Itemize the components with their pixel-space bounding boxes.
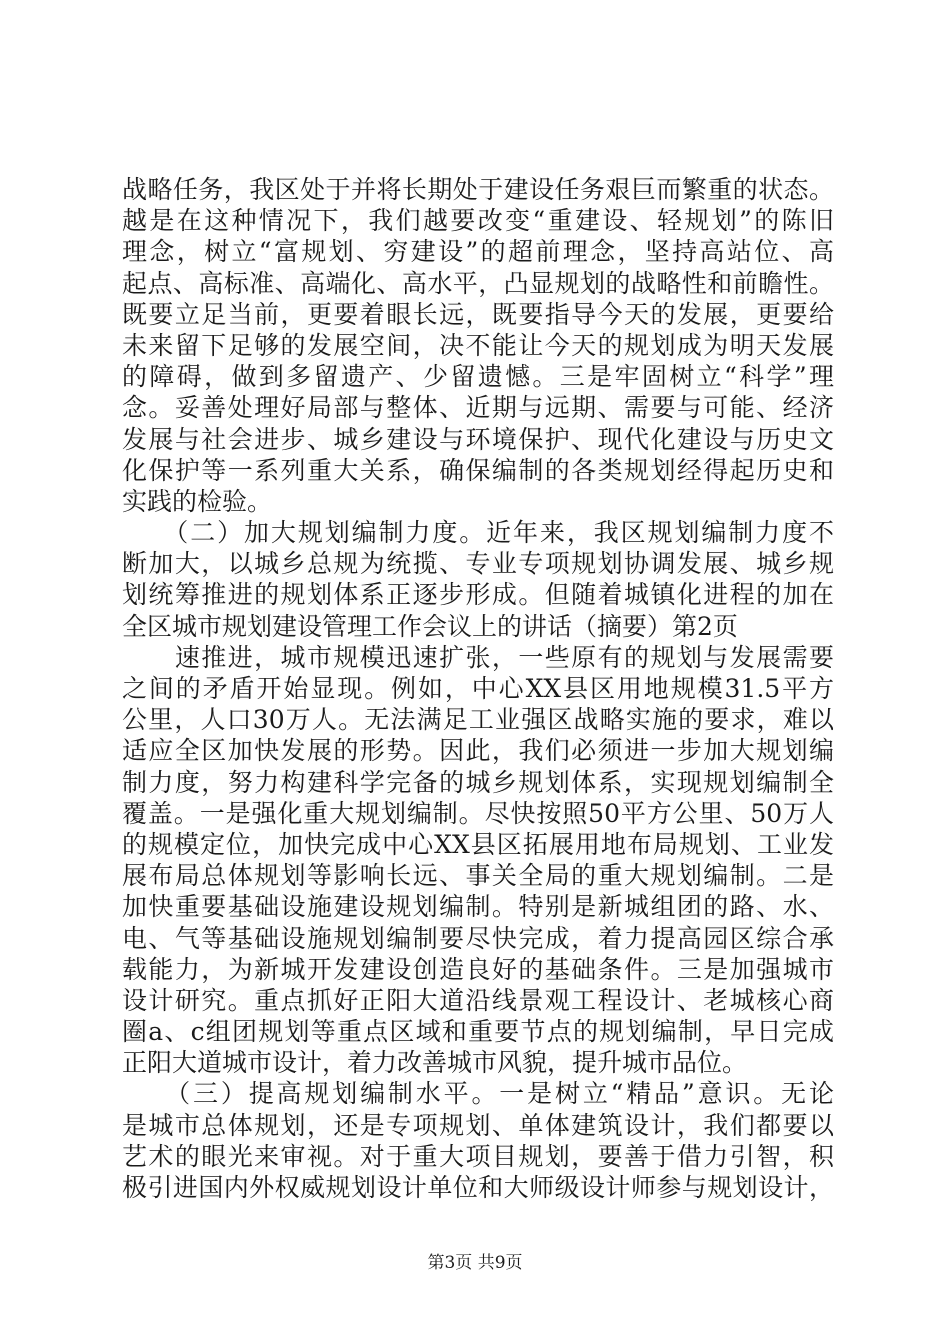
text-line: 是城市总体规划，还是专项规划、单体建筑设计，我们都要以 <box>122 1110 834 1140</box>
text-line: 极引进国内外权威规划设计单位和大师级设计师参与规划设计， <box>122 1173 834 1202</box>
text-line: 发展与社会进步、城乡建设与环境保护、现代化建设与历史文 <box>122 424 834 454</box>
text-line: 覆盖。一是强化重大规划编制。尽快按照50平方公里、50万人 <box>122 798 834 828</box>
text-line: （二）加大规划编制力度。近年来，我区规划编制力度不 <box>122 518 834 548</box>
text-line: 未来留下足够的发展空间，决不能让今天的规划成为明天发展 <box>122 330 834 360</box>
text-line: 全区城市规划建设管理工作会议上的讲话（摘要）第2页 <box>122 611 738 641</box>
text-line: 化保护等一系列重大关系，确保编制的各类规划经得起历史和 <box>122 455 834 485</box>
text-line: 越是在这种情况下，我们越要改变“重建设、轻规划”的陈旧 <box>122 206 834 236</box>
text-line: 公里，人口30万人。无法满足工业强区战略实施的要求，难以 <box>122 705 834 735</box>
text-line: 圈a、c组团规划等重点区域和重要节点的规划编制，早日完成 <box>122 1017 834 1047</box>
text-line: 的规模定位，加快完成中心XX县区拓展用地布局规划、工业发 <box>122 829 834 859</box>
text-line: 战略任务，我区处于并将长期处于建设任务艰巨而繁重的状态。 <box>122 175 834 204</box>
text-line: 设计研究。重点抓好正阳大道沿线景观工程设计、老城核心商 <box>122 985 834 1015</box>
page-footer: 第3页 共9页 <box>427 1253 523 1273</box>
text-line: 之间的矛盾开始显现。例如，中心XX县区用地规模31.5平方 <box>122 674 834 703</box>
text-line: 的障碍，做到多留遗产、少留遗憾。三是牢固树立“科学”理 <box>122 362 834 392</box>
text-line: 实践的检验。 <box>122 486 273 516</box>
text-line: 速推进，城市规模迅速扩张，一些原有的规划与发展需要 <box>122 642 834 672</box>
text-line: 载能力，为新城开发建设创造良好的基础条件。三是加强城市 <box>122 954 834 984</box>
text-line: 划统筹推进的规划体系正逐步形成。但随着城镇化进程的加在 <box>122 580 834 610</box>
text-line: 断加大，以城乡总规为统揽、专业专项规划协调发展、城乡规 <box>122 549 834 579</box>
text-line: 适应全区加快发展的形势。因此，我们必须进一步加大规划编 <box>122 736 834 766</box>
text-line: 既要立足当前，更要着眼长远，既要指导今天的发展，更要给 <box>122 299 834 329</box>
text-line: 展布局总体规划等影响长远、事关全局的重大规划编制。二是 <box>122 861 834 891</box>
text-line: （三）提高规划编制水平。一是树立“精品”意识。无论 <box>122 1079 834 1109</box>
text-line: 念。妥善处理好局部与整体、近期与远期、需要与可能、经济 <box>122 393 834 423</box>
document-body <box>122 174 834 1203</box>
text-line: 制力度，努力构建科学完备的城乡规划体系，实现规划编制全 <box>122 767 834 797</box>
text-line: 理念，树立“富规划、穷建设”的超前理念，坚持高站位、高 <box>122 237 834 267</box>
text-line: 正阳大道城市设计，着力改善城市风貌，提升城市品位。 <box>122 1048 748 1078</box>
text-line: 电、气等基础设施规划编制要尽快完成，着力提高园区综合承 <box>122 923 834 953</box>
text-line: 艺术的眼光来审视。对于重大项目规划，要善于借力引智，积 <box>122 1141 834 1171</box>
text-line: 加快重要基础设施建设规划编制。特别是新城组团的路、水、 <box>122 892 834 922</box>
text-line: 起点、高标准、高端化、高水平，凸显规划的战略性和前瞻性。 <box>122 268 834 298</box>
